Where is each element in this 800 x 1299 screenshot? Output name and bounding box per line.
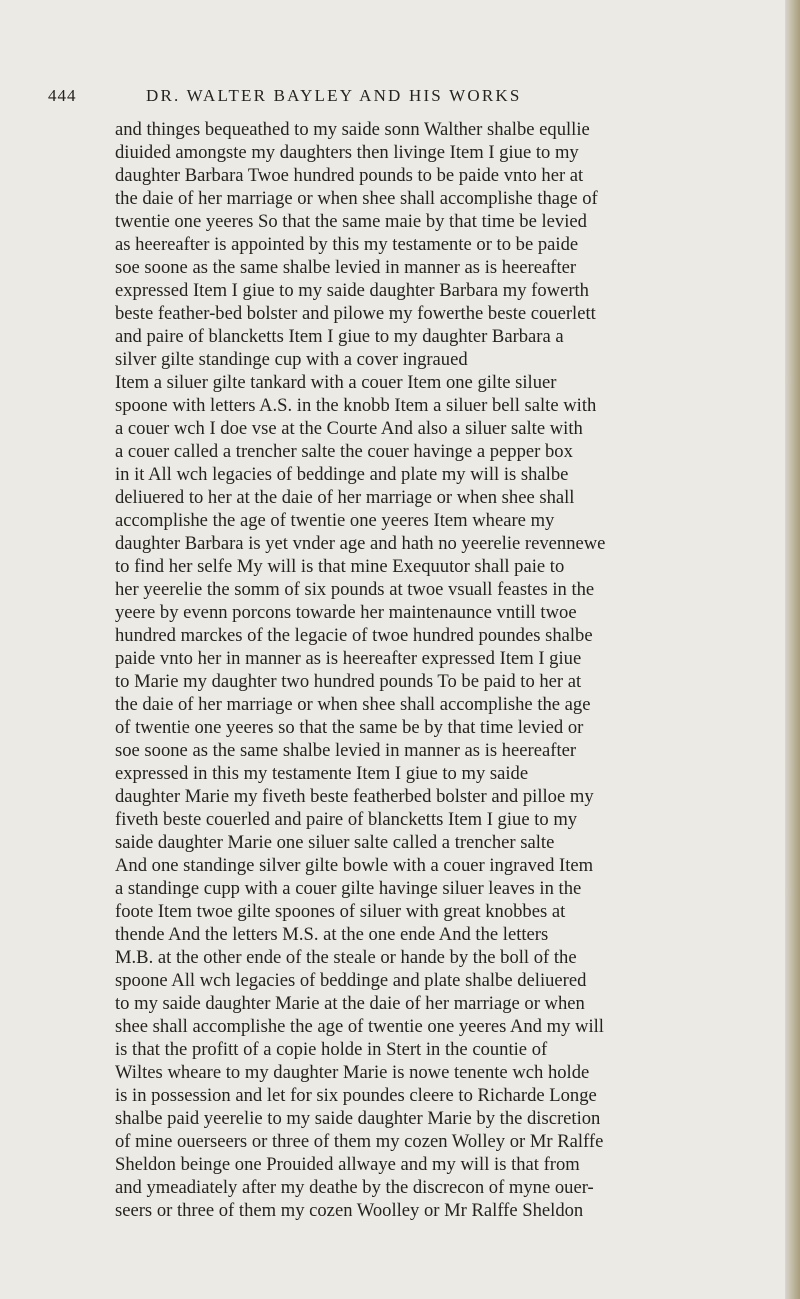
text-line: shalbe paid yeerelie to my saide daughter Marie by the discretion: [115, 1108, 601, 1129]
text-line: paide vnto her in manner as is heereafter expressed Item I giue: [115, 648, 582, 669]
text-line: Sheldon beinge one Prouided allwaye and my will is that from: [115, 1154, 580, 1175]
text-line: of twentie one yeeres so that the same be by that time levied or: [115, 717, 584, 738]
text-line: yeere by evenn porcons towarde her maintenaunce vntill twoe: [115, 602, 577, 623]
text-line: a standinge cupp with a couer gilte havinge siluer leaves in the: [115, 878, 582, 899]
text-line: And one standinge silver gilte bowle with a couer ingraved Item: [115, 855, 594, 876]
text-line: is that the profitt of a copie holde in Stert in the countie of: [115, 1039, 548, 1060]
text-line: her yeerelie the somm of six pounds at twoe vsuall feastes in the: [115, 579, 595, 600]
text-line: spoone All wch legacies of beddinge and plate shalbe deliuered: [115, 970, 587, 991]
text-line: soe soone as the same shalbe levied in manner as is heereafter: [115, 257, 577, 278]
text-line: Item a siluer gilte tankard with a couer Item one gilte siluer: [115, 372, 557, 393]
text-line: foote Item twoe gilte spoones of siluer with great knobbes at: [115, 901, 566, 922]
text-line: thende And the letters M.S. at the one ende And the letters: [115, 924, 549, 945]
page-edge: [785, 0, 800, 1299]
text-line: daughter Barbara Twoe hundred pounds to be paide vnto her at: [115, 165, 584, 186]
text-line: hundred marckes of the legacie of twoe hundred poundes shalbe: [115, 625, 593, 646]
text-line: Wiltes wheare to my daughter Marie is nowe tenente wch holde: [115, 1062, 590, 1083]
text-line: twentie one yeeres So that the same maie by that time be levied: [115, 211, 587, 232]
text-line: expressed Item I giue to my saide daughter Barbara my fowerth: [115, 280, 589, 301]
text-line: to my saide daughter Marie at the daie of her marriage or when: [115, 993, 585, 1014]
text-line: the daie of her marriage or when shee shall accomplishe thage of: [115, 188, 598, 209]
text-line: spoone with letters A.S. in the knobb Item a siluer bell salte with: [115, 395, 597, 416]
text-line: diuided amongste my daughters then livinge Item I giue to my: [115, 142, 579, 163]
text-line: of mine ouerseers or three of them my cozen Wolley or Mr Ralffe: [115, 1131, 604, 1152]
text-line: saide daughter Marie one siluer salte called a trencher salte: [115, 832, 555, 853]
text-line: in it All wch legacies of beddinge and plate my will is shalbe: [115, 464, 569, 485]
running-head: [48, 86, 748, 110]
text-line: M.B. at the other ende of the steale or hande by the boll of the: [115, 947, 577, 968]
text-line: accomplishe the age of twentie one yeeres Item wheare my: [115, 510, 555, 531]
text-line: a couer wch I doe vse at the Courte And also a siluer salte with: [115, 418, 583, 439]
text-line: and ymeadiately after my deathe by the discrecon of myne ouer-: [115, 1177, 594, 1198]
text-line: is in possession and let for six poundes cleere to Richarde Longe: [115, 1085, 597, 1106]
text-line: expressed in this my testamente Item I giue to my saide: [115, 763, 529, 784]
text-line: seers or three of them my cozen Woolley or Mr Ralffe Sheldon: [115, 1200, 584, 1221]
text-line: fiveth beste couerled and paire of blancketts Item I giue to my: [115, 809, 578, 830]
page-number: 444: [48, 86, 77, 105]
text-line: soe soone as the same shalbe levied in manner as is heereafter: [115, 740, 577, 761]
text-line: to find her selfe My will is that mine Exequutor shall paie to: [115, 556, 565, 577]
text-line: shee shall accomplishe the age of twentie one yeeres And my will: [115, 1016, 604, 1037]
text-line: silver gilte standinge cup with a cover ingraued: [115, 349, 468, 370]
text-line: as heereafter is appointed by this my testamente or to be paide: [115, 234, 579, 255]
text-line: daughter Marie my fiveth beste featherbed bolster and pilloe my: [115, 786, 594, 807]
text-line: deliuered to her at the daie of her marriage or when shee shall: [115, 487, 575, 508]
text-line: the daie of her marriage or when shee shall accomplishe the age: [115, 694, 591, 715]
text-line: and thinges bequeathed to my saide sonn Walther shalbe equllie: [115, 119, 590, 140]
text-line: a couer called a trencher salte the couer havinge a pepper box: [115, 441, 573, 462]
text-line: daughter Barbara is yet vnder age and hath no yeerelie revennewe: [115, 533, 606, 554]
text-line: beste feather-bed bolster and pilowe my fowerthe beste couerlett: [115, 303, 596, 324]
running-title: DR. WALTER BAYLEY AND HIS WORKS: [146, 86, 522, 105]
text-line: to Marie my daughter two hundred pounds To be paid to her at: [115, 671, 582, 692]
text-line: and paire of blancketts Item I giue to my daughter Barbara a: [115, 326, 564, 347]
